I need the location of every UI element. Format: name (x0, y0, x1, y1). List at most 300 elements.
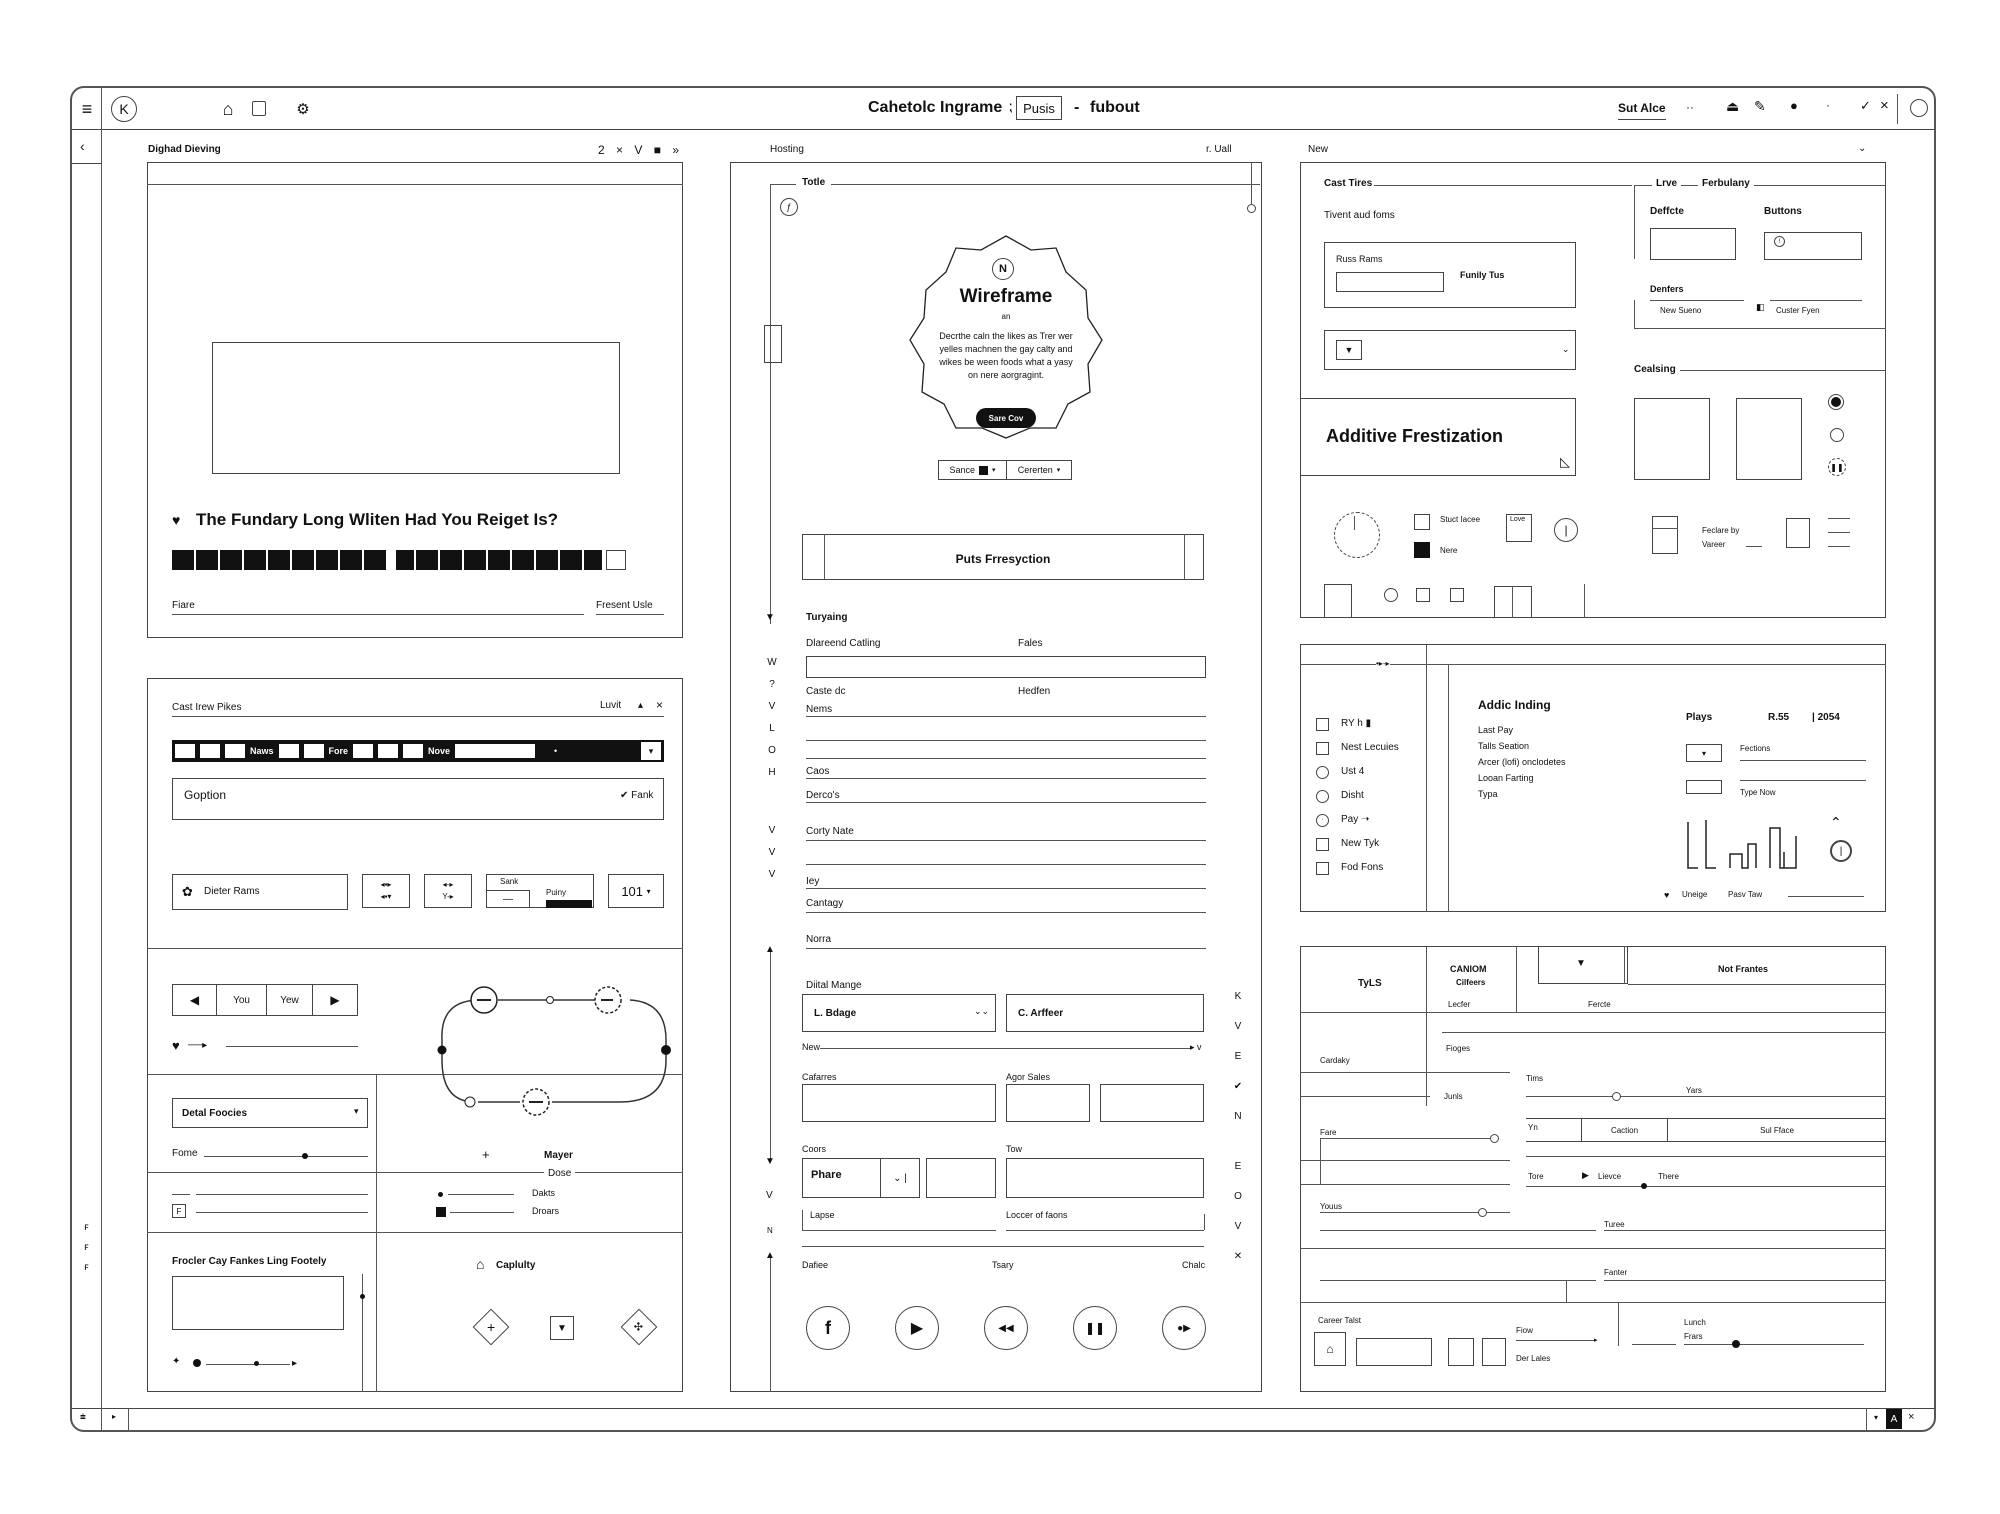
toolbar-dot: • (554, 746, 558, 756)
arrow-down-icon: ▼ (765, 612, 775, 623)
input-line[interactable] (806, 778, 1206, 779)
deffcte-input[interactable] (1650, 228, 1736, 260)
checkbox[interactable] (1316, 838, 1329, 851)
fiare-input[interactable] (172, 614, 584, 615)
settings-dot-icon[interactable]: ● (1790, 98, 1798, 113)
image-placeholder (212, 342, 620, 474)
toolbar-slot[interactable] (403, 744, 423, 758)
list-item[interactable] (1316, 856, 1399, 880)
index-letter[interactable]: L (769, 723, 775, 734)
input-line[interactable] (806, 840, 1206, 841)
seg-left[interactable] (939, 461, 1007, 479)
split-line (1512, 586, 1513, 618)
dot-icon (193, 1359, 201, 1367)
checkbox[interactable] (1316, 742, 1329, 755)
pull-handle[interactable] (1247, 204, 1256, 213)
divider (1426, 644, 1427, 912)
lock-button[interactable]: ⌂ (1314, 1332, 1346, 1366)
dropdown-icon[interactable]: ▼ (1336, 340, 1362, 360)
chevron-down-icon[interactable]: ▾ (1874, 1413, 1879, 1422)
index-letter[interactable]: N (1234, 1111, 1242, 1122)
pause-dial[interactable]: ❚❚ (1828, 458, 1846, 476)
tab-sul-fface[interactable]: Sul Fface (1760, 1125, 1794, 1135)
knob[interactable] (1334, 512, 1380, 558)
capability-label: Caplulty (496, 1260, 536, 1271)
slider-thumb[interactable] (1641, 1183, 1647, 1189)
index-letter[interactable]: V (768, 869, 776, 880)
circle-icon[interactable] (1910, 99, 1928, 117)
index-letter[interactable]: V (768, 701, 776, 712)
checkbox-checked[interactable] (1414, 542, 1430, 558)
checkbox-label: Stuct Iacee (1440, 515, 1481, 524)
plays-label: Plays (1686, 712, 1713, 723)
home-icon[interactable]: ⌂ (222, 98, 234, 119)
text-area[interactable] (172, 1276, 344, 1330)
resize-icon[interactable]: ◺ (1560, 454, 1570, 469)
divider (1634, 328, 1886, 329)
pager (172, 984, 358, 1016)
checkbox[interactable] (1316, 862, 1329, 875)
list-item[interactable] (1316, 712, 1399, 736)
slider-thumb[interactable] (360, 1294, 365, 1299)
phare-select[interactable] (802, 1158, 920, 1198)
subtitle: Tivent aud foms (1324, 210, 1395, 221)
arrow-line (1516, 1340, 1596, 1341)
legend-line (448, 1194, 514, 1195)
index-letter[interactable]: V (768, 847, 776, 858)
label: Corty Nate (806, 826, 854, 837)
chevron-down-icon: ▾ (992, 467, 996, 474)
label: Feclare by (1702, 526, 1740, 535)
input-line[interactable] (1006, 1230, 1204, 1231)
menu-icon[interactable]: ≡ (81, 98, 93, 119)
toolbar-label: Fore (328, 746, 349, 756)
check-icon[interactable]: ✔ (1233, 1081, 1243, 1092)
pager-item[interactable]: You (217, 985, 267, 1015)
list-item[interactable] (1316, 832, 1399, 856)
luvit-label: Luvit (600, 700, 622, 711)
type-now-label: Type Now (1740, 788, 1776, 797)
input-line[interactable] (1770, 300, 1862, 301)
caption-label: Goption (184, 788, 227, 802)
label: Lapse (810, 1210, 835, 1220)
cafarres-input[interactable] (802, 1084, 996, 1122)
chevron-down-icon: ▾ (646, 886, 651, 896)
mayer-label: Mayer (544, 1150, 573, 1161)
legend-dot (438, 1192, 443, 1197)
slider-track[interactable] (1320, 1138, 1490, 1139)
seg-left-label: Sance (949, 465, 975, 475)
info-icon[interactable]: ! (1774, 236, 1785, 247)
list-item[interactable] (1316, 760, 1399, 784)
dropdown-button[interactable]: ▾ (1686, 744, 1722, 762)
menu-line (1828, 532, 1850, 533)
slider-track[interactable] (204, 1156, 368, 1157)
collapse-icon[interactable]: ▴ (638, 700, 644, 711)
fx-icon[interactable]: F (172, 1204, 186, 1218)
close-icon[interactable]: × (616, 143, 624, 157)
number-select[interactable] (608, 874, 664, 908)
index-letter[interactable]: O (1234, 1191, 1242, 1202)
line (1320, 1230, 1596, 1231)
divider (172, 716, 664, 717)
count-badge: 2 (598, 143, 605, 157)
left-panel-title: Dighad Dieving (148, 144, 221, 155)
line (1746, 546, 1762, 547)
k-logo[interactable]: K (111, 96, 137, 122)
rail-icon-2[interactable]: ꜰ (84, 1242, 89, 1253)
back-icon[interactable]: ‹ (80, 138, 85, 154)
heart-icon: ♥ (172, 1038, 180, 1053)
item-label: Fod Fons (1341, 862, 1384, 873)
share-icon[interactable]: ⏏ (1726, 98, 1740, 114)
index-letter[interactable]: V (768, 825, 776, 836)
label: Cardaky (1320, 1056, 1350, 1065)
chevron-down-icon[interactable]: ▸ v (1190, 1042, 1202, 1052)
close-icon[interactable]: ✕ (1233, 1251, 1243, 1262)
item-label: New Tyk (1341, 838, 1380, 849)
toolbar-label: Naws (250, 746, 274, 756)
text-input[interactable] (806, 656, 1206, 678)
form-label: Russ Rams (1336, 254, 1383, 264)
index-letter[interactable]: O (768, 745, 776, 756)
seg-right[interactable] (1007, 461, 1071, 479)
big-title: Additive Frestization (1326, 426, 1504, 446)
range-axis[interactable] (770, 950, 771, 1162)
index-letter[interactable]: E (1234, 1051, 1242, 1062)
input-line[interactable] (1740, 760, 1866, 761)
left-panel-controls[interactable] (598, 143, 679, 157)
label: Youus (1320, 1202, 1342, 1211)
input-line[interactable] (806, 888, 1206, 889)
chevron-down-icon: ⌄ | (893, 1172, 907, 1184)
filter-icon[interactable]: ⩧ (80, 1412, 86, 1423)
toolbar-slot[interactable] (353, 744, 373, 758)
timer-icon[interactable]: | (1830, 840, 1852, 862)
line (196, 1212, 368, 1213)
small-input[interactable] (1686, 780, 1722, 794)
square-tile[interactable] (1416, 588, 1430, 602)
footer-label: Uneige (1682, 890, 1708, 899)
index-letter[interactable]: V (1234, 1021, 1242, 1032)
rail-sep (72, 163, 102, 164)
square-button[interactable] (1786, 518, 1810, 548)
arrow-pad-2[interactable]: ◂-▸ Y-▸ (424, 874, 472, 908)
media-controls (806, 1306, 1206, 1350)
line (1300, 1160, 1510, 1161)
divider (1300, 1248, 1886, 1249)
index-letter[interactable]: V (1234, 1221, 1242, 1232)
option-list (1316, 712, 1399, 880)
fections-label: Fections (1740, 744, 1771, 753)
toolbar-dropdown[interactable]: ▾ (641, 742, 661, 760)
radio[interactable] (1316, 766, 1329, 779)
input-line[interactable] (1788, 896, 1864, 897)
list-item[interactable] (1316, 808, 1399, 832)
index-letter[interactable]: E (1234, 1161, 1242, 1172)
slider-thumb[interactable] (1612, 1092, 1621, 1101)
input-line[interactable] (1740, 780, 1866, 781)
close-icon[interactable]: × (1880, 97, 1889, 114)
list-item[interactable] (1316, 784, 1399, 808)
fieldset-legend: Totle (796, 177, 831, 188)
slider-track[interactable] (1684, 1344, 1864, 1345)
section-title: Addic Inding (1478, 698, 1551, 712)
label: Agor Sales (1006, 1072, 1051, 1082)
right-letter-index[interactable] (1232, 982, 1244, 1272)
label: Fanter (1604, 1268, 1628, 1277)
slider-track[interactable] (1526, 1096, 1886, 1097)
slider-thumb[interactable] (1490, 1134, 1499, 1143)
v-icon[interactable]: V (634, 143, 643, 157)
label: Loccer of faons (1006, 1210, 1068, 1220)
rewind-button[interactable]: ◀◀ (984, 1306, 1028, 1350)
career-input[interactable] (1356, 1338, 1432, 1366)
radio-selected[interactable] (1828, 394, 1844, 410)
tab-pusis[interactable]: Pusis (1016, 96, 1062, 120)
square-tile[interactable] (1450, 588, 1464, 602)
fiare-label: Fiare (172, 600, 195, 611)
toolbar-slot[interactable] (279, 744, 299, 758)
card-body: Decrthe caln the likes as Trer wer yelles machnen the gay calty and wikes be ween foods what a yasy on nere aorgragint. (939, 331, 1073, 380)
divider (1584, 584, 1585, 618)
legend-line (450, 1212, 514, 1213)
card-slot[interactable] (1634, 398, 1710, 480)
chevron-down-icon[interactable]: ⌄ (1858, 143, 1867, 154)
input-line[interactable] (806, 948, 1206, 949)
chevron-down-icon: ⌄⌄ (974, 1006, 990, 1016)
list-item[interactable] (1316, 736, 1399, 760)
col-divider (1624, 946, 1625, 984)
item-label: RY h ▮ (1341, 718, 1372, 729)
label: Nems (806, 704, 833, 715)
label: Fercte (1588, 1000, 1611, 1009)
gear-icon[interactable]: ⚙ (296, 101, 310, 118)
side-letter-index[interactable] (766, 652, 778, 886)
love-label: Love (1510, 516, 1526, 523)
input-line[interactable] (806, 802, 1206, 803)
doc-title: fubout (1090, 99, 1140, 116)
col-divider (1516, 946, 1517, 1012)
slider-thumb[interactable] (1732, 1340, 1740, 1348)
index-letter[interactable]: ? (769, 679, 775, 690)
square-icon[interactable]: ■ (653, 143, 661, 157)
play-button[interactable]: ▶ (895, 1306, 939, 1350)
line (1632, 1344, 1676, 1345)
section-title: Turyaing (806, 612, 848, 623)
line (1604, 1230, 1886, 1231)
chevron-down-icon: ▾ (354, 1106, 359, 1116)
cabinet-line (1652, 528, 1678, 529)
vertical-slider[interactable] (362, 1274, 363, 1392)
section-title: Frocler Cay Fankes Ling Footely (172, 1256, 327, 1267)
sank-button[interactable]: — (486, 890, 530, 908)
forward-button[interactable]: ●▶ (1162, 1306, 1206, 1350)
slider-track[interactable] (820, 1048, 1190, 1049)
label: Tore (1528, 1172, 1544, 1181)
track-line (206, 1364, 290, 1365)
toolbar-slot[interactable] (304, 744, 324, 758)
user-field[interactable] (172, 874, 348, 910)
pen-icon[interactable]: ✎ (1754, 98, 1766, 114)
index-letter[interactable]: K (1234, 991, 1242, 1002)
plays-year: | 2054 (1812, 712, 1840, 723)
rail-icon-3[interactable]: ꜰ (84, 1262, 89, 1273)
toolbar-slot[interactable] (378, 744, 398, 758)
card-slot[interactable] (1736, 398, 1802, 480)
tile[interactable] (1324, 584, 1352, 618)
line (226, 1046, 358, 1047)
pager-next[interactable]: ▶ (330, 993, 340, 1007)
label: Caos (806, 766, 830, 777)
line (1526, 1156, 1886, 1157)
menu-line (1828, 518, 1850, 519)
square-button[interactable] (1482, 1338, 1506, 1366)
arrow-pad-1[interactable]: ◂▪▸ ◂▪▾ (362, 874, 410, 908)
label: Lecfer (1448, 1000, 1471, 1009)
toolbar-input[interactable] (455, 744, 535, 758)
sales-input-2[interactable] (1100, 1084, 1204, 1122)
circle-tile[interactable] (1384, 588, 1398, 602)
fresent-input[interactable] (596, 614, 664, 615)
checkbox[interactable] (1414, 514, 1430, 530)
toolbar-slot[interactable] (200, 744, 220, 758)
caption-field[interactable] (172, 778, 664, 820)
line (1320, 1280, 1596, 1281)
check-icon[interactable]: ✓ (1860, 98, 1871, 113)
tab-yn[interactable]: Yn (1526, 1119, 1582, 1141)
toolbar-slot[interactable] (175, 744, 195, 758)
label: Lievce (1598, 1172, 1622, 1181)
power-button[interactable]: | (1554, 518, 1578, 542)
facebook-button[interactable]: f (806, 1306, 850, 1350)
form-side-label: Funily Tus (1460, 270, 1505, 280)
pause-button[interactable]: ❚❚ (1073, 1306, 1117, 1350)
col-header: TyLS (1358, 978, 1382, 989)
tow-input[interactable] (1006, 1158, 1204, 1198)
expand-icon[interactable]: ▸ (112, 1412, 117, 1421)
small-input[interactable] (926, 1158, 996, 1198)
close-icon[interactable]: × (1908, 1411, 1915, 1423)
heart-icon: ♥ (172, 512, 181, 528)
cabinet-icon[interactable] (1652, 516, 1678, 554)
input-line[interactable] (806, 912, 1206, 913)
split-tile[interactable] (1494, 586, 1532, 618)
input-line[interactable] (806, 740, 1206, 741)
plus-icon[interactable]: + (482, 1147, 490, 1162)
arrow-down-icon: ▼ (765, 1156, 775, 1167)
slider-thumb[interactable] (302, 1153, 308, 1159)
index-letter[interactable]: V (766, 1190, 773, 1201)
user-tab[interactable]: Sut Alce (1618, 101, 1666, 120)
tab-caction[interactable]: Caction (1582, 1119, 1668, 1141)
detail-line: Last Pay (1478, 725, 1514, 735)
color-swatch (979, 466, 988, 475)
divider (101, 1408, 102, 1430)
question-heading: The Fundary Long Wliten Had You Reiget Is? (196, 510, 559, 529)
radio-partial[interactable]: · (1316, 814, 1329, 827)
index-letter[interactable]: W (767, 657, 777, 668)
caption-check[interactable]: ✔ Fank (620, 790, 654, 801)
input-line[interactable] (802, 1230, 996, 1231)
dropdown-icon[interactable]: ▼ (1576, 958, 1586, 969)
scroll-handle[interactable] (764, 325, 782, 363)
more-icon[interactable]: ·· (1686, 100, 1694, 114)
tab-row (1526, 1118, 1886, 1142)
divider (1300, 1012, 1886, 1013)
square-button[interactable] (1448, 1338, 1474, 1366)
close-icon[interactable]: × (656, 698, 664, 712)
house-icon: ⌂ (476, 1256, 485, 1272)
dropdown-button[interactable]: ▼ (550, 1316, 574, 1340)
divider (1618, 1302, 1619, 1346)
settings-diamond-button[interactable]: ✣ (621, 1309, 658, 1346)
toolbar-slot[interactable] (225, 744, 245, 758)
item-label: Disht (1341, 790, 1364, 801)
plays-value: R.55 (1768, 712, 1790, 723)
window-icon[interactable] (252, 101, 266, 116)
pager-prev[interactable]: ◀ (173, 985, 217, 1015)
sales-input-1[interactable] (1006, 1084, 1090, 1122)
toolbar-label: Nove (428, 746, 451, 756)
star-icon: ✦ (172, 1356, 181, 1367)
forward-icon[interactable]: » (672, 143, 680, 157)
divider (802, 1246, 1204, 1247)
function-icon[interactable]: ƒ (780, 198, 798, 216)
checkbox[interactable] (1316, 718, 1329, 731)
add-diamond-button[interactable]: + (473, 1309, 510, 1346)
arrow-icon: ▸ (1594, 1337, 1598, 1344)
play-icon[interactable]: ▶ (1582, 1170, 1589, 1180)
pull-line (1251, 162, 1252, 204)
label: Iey (806, 876, 820, 887)
input-line[interactable] (806, 864, 1206, 865)
radio[interactable] (1316, 790, 1329, 803)
knob-indicator (1354, 516, 1355, 530)
index-letter[interactable]: H (768, 767, 776, 778)
section-title: Cealsing (1634, 364, 1676, 375)
slider-track[interactable] (1526, 1186, 1886, 1187)
slider-thumb[interactable] (1478, 1208, 1487, 1217)
range-axis[interactable] (770, 1256, 771, 1392)
label: Chalc (1182, 1260, 1206, 1270)
label: There (1658, 1172, 1679, 1181)
input-value: C. Arffeer (1018, 1008, 1064, 1019)
card-button[interactable]: Sare Cov (976, 408, 1036, 428)
chevron-up-icon[interactable]: ⌃ (1830, 814, 1842, 830)
footer-label: Pasv Taw (1728, 890, 1763, 899)
item-label: Nest Lecuies (1341, 742, 1399, 753)
radio[interactable] (1830, 428, 1844, 442)
toggle-icon[interactable]: ◧ (1756, 302, 1765, 312)
col-header: Cilfeers (1456, 978, 1486, 987)
index-letter[interactable]: N (767, 1226, 773, 1235)
font-icon[interactable]: A (1886, 1409, 1902, 1429)
line (1300, 1184, 1510, 1185)
input-line[interactable] (806, 758, 1206, 759)
user-label: Dieter Rams (204, 886, 260, 897)
label: Lunch (1684, 1318, 1706, 1327)
pager-item[interactable]: Yew (267, 985, 313, 1015)
label: Vareer (1702, 540, 1726, 549)
rail-icon-1[interactable]: ꜰ (84, 1222, 89, 1233)
input-line[interactable] (1650, 300, 1744, 301)
dose-label: Dose (544, 1168, 575, 1179)
form-input[interactable] (1336, 272, 1444, 292)
input-line[interactable] (806, 716, 1206, 717)
divider (1566, 1280, 1567, 1302)
col-header: Not Frantes (1718, 964, 1769, 974)
